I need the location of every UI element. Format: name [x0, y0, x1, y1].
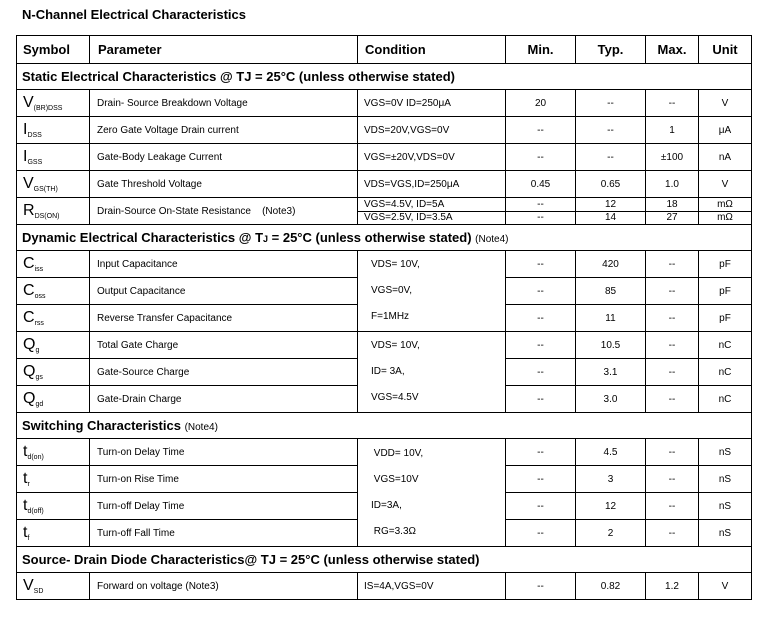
value-typ: 2 — [576, 520, 646, 547]
symbol-cell — [17, 332, 90, 359]
page-title: N-Channel Electrical Characteristics — [22, 7, 246, 22]
symbol-letter: I — [23, 148, 28, 165]
header-max: Max. — [646, 36, 699, 64]
value-min: -- — [506, 386, 576, 413]
value-unit: nC — [699, 332, 752, 359]
condition-line: VDD= 10V, — [371, 447, 424, 459]
value-typ: -- — [576, 117, 646, 144]
parameter-cell: Turn-off Fall Time — [90, 520, 358, 547]
value-typ: 3.0 — [576, 386, 646, 413]
value-min: -- — [506, 278, 576, 305]
symbol-letter: C — [23, 309, 35, 326]
value-unit: nS — [699, 520, 752, 547]
symbol-letter: I — [23, 121, 28, 138]
symbol-subscript: SD — [33, 588, 44, 595]
parameter-cell: Reverse Transfer Capacitance — [90, 305, 358, 332]
value-min: -- — [506, 211, 576, 225]
value-max: -- — [646, 439, 699, 466]
condition-block — [358, 439, 506, 547]
value-min: -- — [506, 466, 576, 493]
value-max: -- — [646, 305, 699, 332]
condition-cell: VDS=20V,VGS=0V — [358, 117, 506, 144]
value-min: -- — [506, 359, 576, 386]
characteristics-table — [16, 35, 752, 600]
value-unit: nC — [699, 386, 752, 413]
symbol-letter: Q — [23, 390, 36, 407]
symbol-letter: V — [23, 94, 34, 111]
value-max: -- — [646, 90, 699, 117]
symbol-cell — [17, 439, 90, 466]
table-row — [17, 90, 752, 117]
condition-line: ID=3A, — [371, 499, 402, 511]
diode-section-row — [17, 547, 752, 573]
table-row — [17, 171, 752, 198]
value-max: -- — [646, 493, 699, 520]
value-max: -- — [646, 251, 699, 278]
value-typ: 0.65 — [576, 171, 646, 198]
symbol-letter: t — [23, 470, 28, 487]
parameter-cell: Forward on voltage (Note3) — [90, 573, 358, 600]
symbol-subscript: (BR)DSS — [33, 105, 63, 112]
value-typ: 3 — [576, 466, 646, 493]
parameter-cell: Input Capacitance — [90, 251, 358, 278]
value-unit: nS — [699, 439, 752, 466]
value-min: 20 — [506, 90, 576, 117]
switching-section-row — [17, 413, 752, 439]
value-min: -- — [506, 493, 576, 520]
dynamic-section-rest: = 25°C (unless otherwise stated) — [268, 230, 476, 245]
condition-line: RG=3.3Ω — [371, 525, 416, 537]
condition-cell: VGS=4.5V, ID=5A — [358, 198, 506, 212]
condition-line: VDS= 10V, — [371, 259, 420, 270]
value-min: -- — [506, 305, 576, 332]
condition-line: VGS=4.5V — [371, 392, 419, 403]
symbol-subscript: gd — [35, 401, 44, 408]
parameter-cell: Drain-Source On-State Resistance (Note3) — [90, 198, 358, 225]
value-typ: -- — [576, 90, 646, 117]
value-typ: 12 — [576, 493, 646, 520]
value-max: 1.0 — [646, 171, 699, 198]
table-row — [17, 198, 752, 212]
value-min: -- — [506, 439, 576, 466]
symbol-subscript: gs — [35, 374, 43, 381]
symbol-letter: C — [23, 255, 35, 272]
header-parameter: Parameter — [90, 36, 358, 64]
parameter-cell: Output Capacitance — [90, 278, 358, 305]
value-typ: 11 — [576, 305, 646, 332]
value-max: ±100 — [646, 144, 699, 171]
switching-section-note: (Note4) — [184, 422, 218, 433]
condition-line: VGS=10V — [371, 473, 419, 485]
table-row — [17, 144, 752, 171]
value-typ: 85 — [576, 278, 646, 305]
value-max: -- — [646, 466, 699, 493]
value-min: -- — [506, 117, 576, 144]
switching-section-text: Switching Characteristics — [22, 418, 185, 433]
value-unit: pF — [699, 251, 752, 278]
symbol-subscript: d(off) — [27, 508, 44, 515]
parameter-cell: Drain- Source Breakdown Voltage — [90, 90, 358, 117]
condition-line: ID= 3A, — [371, 366, 405, 377]
value-unit: nS — [699, 466, 752, 493]
value-unit: mΩ — [699, 198, 752, 212]
value-unit: μA — [699, 117, 752, 144]
table-row — [17, 251, 752, 278]
table-row — [17, 573, 752, 600]
value-typ: 4.5 — [576, 439, 646, 466]
parameter-cell: Total Gate Charge — [90, 332, 358, 359]
value-unit: nA — [699, 144, 752, 171]
condition-block — [358, 332, 506, 413]
value-max: -- — [646, 278, 699, 305]
symbol-cell — [17, 251, 90, 278]
parameter-cell: Turn-off Delay Time — [90, 493, 358, 520]
symbol-cell — [17, 117, 90, 144]
parameter-cell: Gate-Body Leakage Current — [90, 144, 358, 171]
dynamic-section-row — [17, 225, 752, 251]
header-symbol: Symbol — [17, 36, 90, 64]
symbol-subscript: DS(ON) — [34, 213, 60, 220]
value-max: 1 — [646, 117, 699, 144]
symbol-subscript: d(on) — [27, 454, 44, 461]
value-min: -- — [506, 144, 576, 171]
parameter-cell: Turn-on Rise Time — [90, 466, 358, 493]
symbol-cell — [17, 278, 90, 305]
value-unit: pF — [699, 305, 752, 332]
value-typ: 10.5 — [576, 332, 646, 359]
value-min: -- — [506, 520, 576, 547]
value-typ: 3.1 — [576, 359, 646, 386]
header-min: Min. — [506, 36, 576, 64]
value-unit: nC — [699, 359, 752, 386]
symbol-cell — [17, 144, 90, 171]
condition-block — [358, 251, 506, 332]
value-min: -- — [506, 332, 576, 359]
symbol-letter: C — [23, 282, 35, 299]
dynamic-section-title — [17, 225, 752, 251]
value-unit: mΩ — [699, 211, 752, 225]
value-max: 1.2 — [646, 573, 699, 600]
condition-cell: VGS=±20V,VDS=0V — [358, 144, 506, 171]
condition-cell: IS=4A,VGS=0V — [358, 573, 506, 600]
static-section-title — [17, 64, 752, 90]
symbol-letter: t — [23, 443, 28, 460]
header-unit: Unit — [699, 36, 752, 64]
symbol-cell — [17, 198, 90, 225]
table-row — [17, 439, 752, 466]
condition-line: VDS= 10V, — [371, 340, 420, 351]
switching-section-title — [17, 413, 752, 439]
condition-cell: VGS=0V ID=250μA — [358, 90, 506, 117]
value-unit: nS — [699, 493, 752, 520]
symbol-cell — [17, 359, 90, 386]
parameter-cell: Gate-Drain Charge — [90, 386, 358, 413]
value-max: -- — [646, 520, 699, 547]
dynamic-section-subscript: J — [263, 234, 269, 244]
condition-line: VGS=0V, — [371, 285, 413, 296]
header-row — [17, 36, 752, 64]
header-typ: Typ. — [576, 36, 646, 64]
symbol-subscript: r — [27, 481, 30, 488]
symbol-subscript: oss — [34, 293, 46, 300]
symbol-letter: V — [23, 175, 34, 192]
symbol-letter: Q — [23, 363, 36, 380]
parameter-cell: Turn-on Delay Time — [90, 439, 358, 466]
value-min: -- — [506, 251, 576, 278]
symbol-letter: V — [23, 577, 34, 594]
symbol-cell — [17, 520, 90, 547]
value-min: -- — [506, 198, 576, 212]
table-row — [17, 117, 752, 144]
parameter-cell: Gate Threshold Voltage — [90, 171, 358, 198]
diode-section-title — [17, 547, 752, 573]
value-unit: V — [699, 573, 752, 600]
parameter-cell: Gate-Source Charge — [90, 359, 358, 386]
symbol-cell — [17, 573, 90, 600]
value-max: -- — [646, 332, 699, 359]
value-unit: V — [699, 171, 752, 198]
value-min: -- — [506, 573, 576, 600]
symbol-subscript: GS(TH) — [33, 186, 58, 193]
header-condition: Condition — [358, 36, 506, 64]
value-typ: 14 — [576, 211, 646, 225]
diode-section-text: Source- Drain Diode Characteristics@ TJ = 25°C (unless otherwise stated) — [22, 552, 480, 567]
value-typ: 12 — [576, 198, 646, 212]
value-max: -- — [646, 386, 699, 413]
symbol-letter: Q — [23, 336, 36, 353]
value-max: 27 — [646, 211, 699, 225]
value-max: -- — [646, 359, 699, 386]
condition-cell: VDS=VGS,ID=250μA — [358, 171, 506, 198]
symbol-cell — [17, 493, 90, 520]
symbol-cell — [17, 90, 90, 117]
static-section-row — [17, 64, 752, 90]
value-typ: 420 — [576, 251, 646, 278]
symbol-cell — [17, 305, 90, 332]
symbol-subscript: GSS — [27, 159, 43, 166]
symbol-subscript: iss — [34, 266, 44, 273]
symbol-letter: R — [23, 202, 35, 219]
symbol-cell — [17, 171, 90, 198]
dynamic-section-text: Dynamic Electrical Characteristics @ T — [22, 230, 264, 245]
symbol-subscript: rss — [34, 320, 44, 327]
symbol-subscript: g — [35, 347, 40, 354]
value-typ: 0.82 — [576, 573, 646, 600]
parameter-cell: Zero Gate Voltage Drain current — [90, 117, 358, 144]
value-typ: -- — [576, 144, 646, 171]
dynamic-section-note: (Note4) — [475, 234, 509, 245]
condition-cell: VGS=2.5V, ID=3.5A — [358, 211, 506, 225]
symbol-letter: t — [23, 497, 28, 514]
value-unit: V — [699, 90, 752, 117]
symbol-cell — [17, 386, 90, 413]
symbol-subscript: f — [27, 535, 30, 542]
value-unit: pF — [699, 278, 752, 305]
value-min: 0.45 — [506, 171, 576, 198]
symbol-subscript: DSS — [27, 132, 42, 139]
table-row — [17, 332, 752, 359]
symbol-letter: t — [23, 524, 28, 541]
symbol-cell — [17, 466, 90, 493]
value-max: 18 — [646, 198, 699, 212]
static-section-text: Static Electrical Characteristics @ TJ = 25°C (unless otherwise stated) — [22, 69, 455, 84]
condition-line: F=1MHz — [371, 311, 410, 322]
